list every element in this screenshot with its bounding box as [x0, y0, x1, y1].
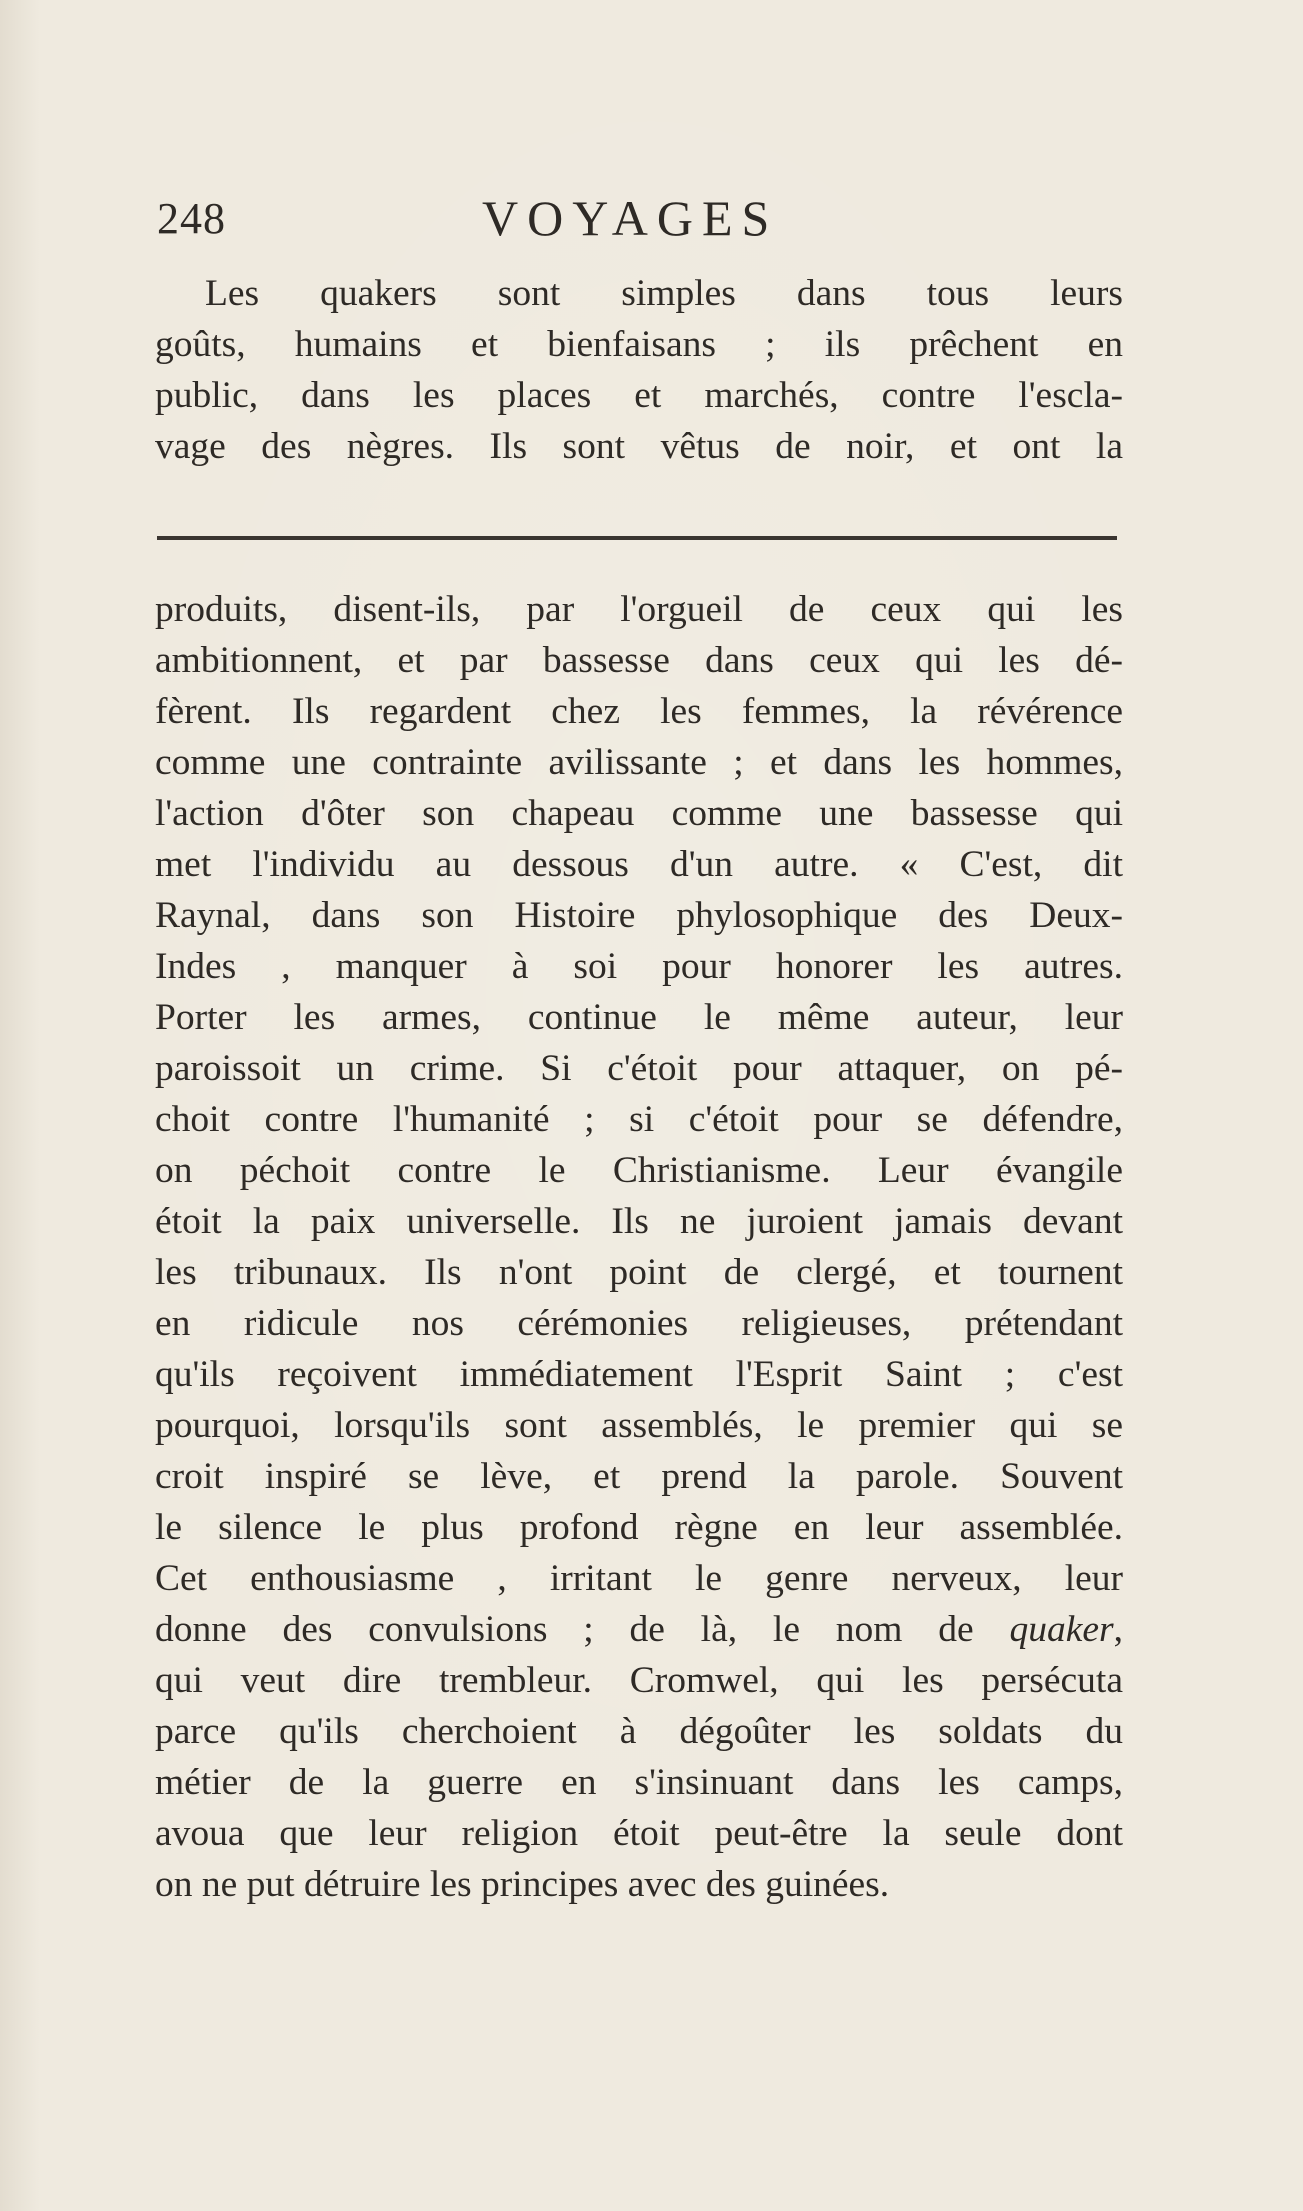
page-header	[157, 185, 1117, 255]
footnote-separator-rule	[157, 536, 1117, 540]
main-paragraph	[155, 268, 1123, 472]
footnote-line-2: ambitionnent, et par bassesse dans ceux qui les dé-	[155, 640, 1123, 681]
footnote-line-15: en ridicule nos cérémonies religieuses, prétendant	[155, 1303, 1123, 1344]
footnote-line-21	[155, 1604, 1123, 1655]
footnote-line-4: comme une contrainte avilissante ; et dans les hommes,	[155, 742, 1123, 783]
footnote-line-3: fèrent. Ils regardent chez les femmes, la révérence	[155, 691, 1123, 732]
footnote-line-20: Cet enthousiasme , irritant le genre nerveux, leur	[155, 1558, 1123, 1599]
main-line-3: public, dans les places et marchés, contre l'escla-	[155, 375, 1123, 416]
footnote-line-21-start: donne des convulsions ; de là, le nom de	[155, 1609, 1010, 1650]
footnote-line-5: l'action d'ôter son chapeau comme une bassesse qui	[155, 793, 1123, 834]
footnote-line-25: avoua que leur religion étoit peut-être la seule dont	[155, 1813, 1123, 1854]
footnote-line-26: on ne put détruire les principes avec des guinées.	[155, 1864, 890, 1905]
footnote-line-9: Porter les armes, continue le même auteur, leur	[155, 997, 1123, 1038]
footnote-line-12: on péchoit contre le Christianisme. Leur évangile	[155, 1150, 1123, 1191]
footnote-line-8: Indes , manquer à soi pour honorer les autres.	[155, 946, 1123, 987]
footnote-line-11: choit contre l'humanité ; si c'étoit pour se défendre,	[155, 1099, 1123, 1140]
footnote-line-22: qui veut dire trembleur. Cromwel, qui les persécuta	[155, 1660, 1123, 1701]
footnote-line-14: les tribunaux. Ils n'ont point de clergé, et tournent	[155, 1252, 1123, 1293]
footnote-line-7: Raynal, dans son Histoire phylosophique des Deux-	[155, 895, 1123, 936]
footnote-line-23: parce qu'ils cherchoient à dégoûter les soldats du	[155, 1711, 1123, 1752]
footnote-line-24: métier de la guerre en s'insinuant dans les camps,	[155, 1762, 1123, 1803]
running-title: VOYAGES	[482, 190, 779, 246]
footnote-line-16: qu'ils reçoivent immédiatement l'Esprit Saint ; c'est	[155, 1354, 1123, 1395]
footnote-line-10: paroissoit un crime. Si c'étoit pour attaquer, on pé-	[155, 1048, 1123, 1089]
footnote-line-6: met l'individu au dessous d'un autre. « C'est, dit	[155, 844, 1123, 885]
footnote-line-21-end: ,	[1113, 1609, 1123, 1650]
main-line-1: Les quakers sont simples dans tous leurs	[205, 273, 1123, 314]
main-line-4: vage des nègres. Ils sont vêtus de noir, et ont la	[155, 426, 1123, 467]
footnote-line-18: croit inspiré se lève, et prend la parole. Souvent	[155, 1456, 1123, 1497]
main-line-2: goûts, humains et bienfaisans ; ils prêchent en	[155, 324, 1123, 365]
footnote-line-19: le silence le plus profond règne en leur assemblée.	[155, 1507, 1123, 1548]
footnote-line-1: produits, disent-ils, par l'orgueil de ceux qui les	[155, 589, 1123, 630]
footnote	[155, 584, 1123, 1910]
italic-word-quaker: quaker	[1009, 1609, 1114, 1650]
page-number: 248	[157, 194, 226, 243]
footnote-line-17: pourquoi, lorsqu'ils sont assemblés, le premier qui se	[155, 1405, 1123, 1446]
footnote-line-13: étoit la paix universelle. Ils ne juroient jamais devant	[155, 1201, 1123, 1242]
